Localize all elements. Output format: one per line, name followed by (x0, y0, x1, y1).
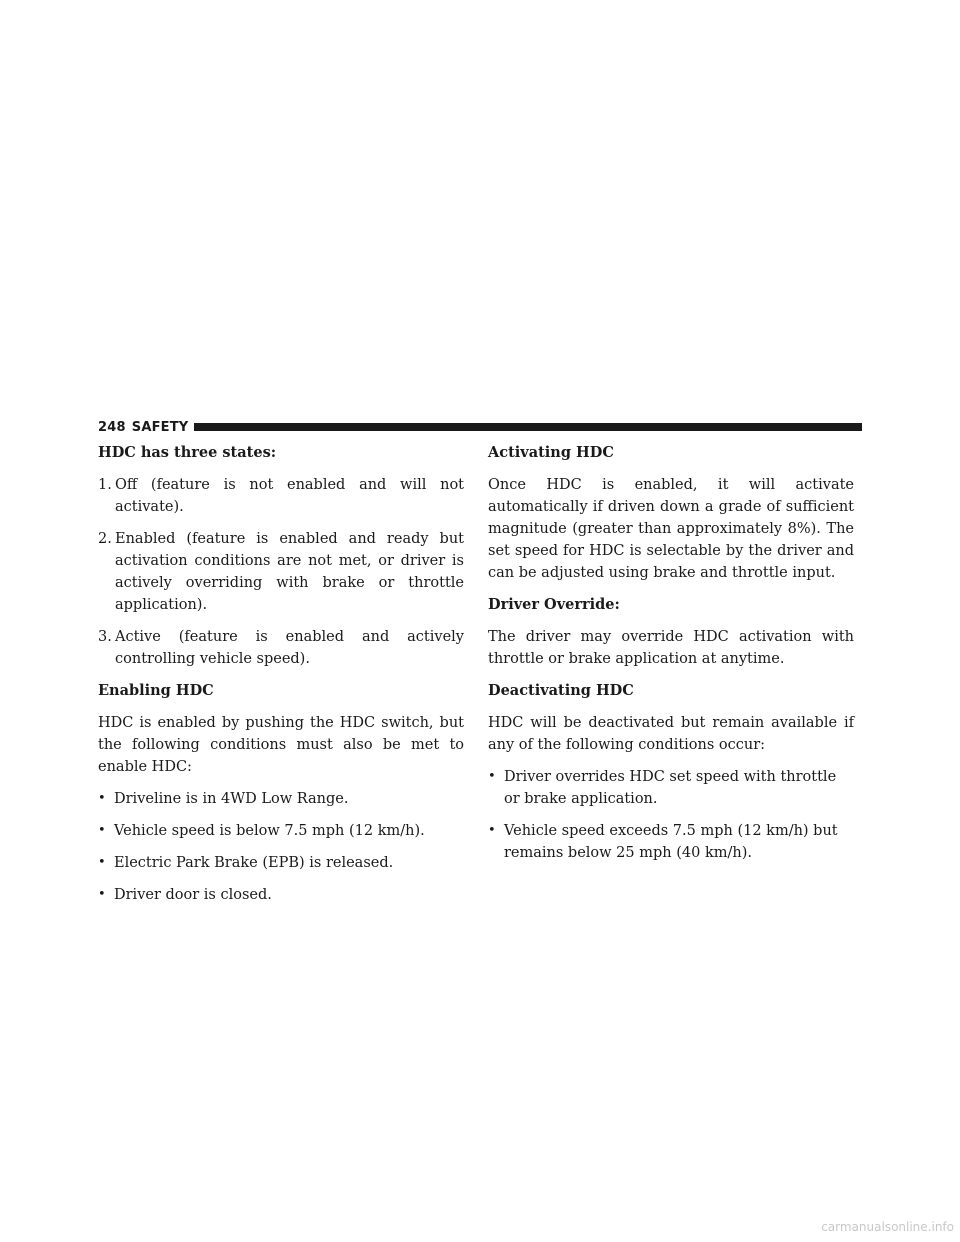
state-number: 1. (98, 477, 112, 493)
activating-paragraph: Once HDC is enabled, it will activate automatically if driven down a grade of sufficient magnitude (greater than approximately 8%). The set speed for HDC is selectable by the driver and can be adjusted using brake and throttle input. (488, 477, 854, 581)
bullet-text: Vehicle speed exceeds 7.5 mph (12 km/h) but remains below 25 mph (40 km/h). (504, 823, 838, 861)
bullet-icon: • (488, 769, 496, 784)
state-number: 3. (98, 629, 112, 645)
bullet-icon: • (98, 855, 106, 870)
enabling-heading: Enabling HDC (98, 682, 214, 699)
bullet-text: Electric Park Brake (EPB) is released. (114, 855, 394, 871)
page-number: 248 (98, 419, 126, 435)
enabling-bullet (98, 852, 464, 874)
bullet-text: Driveline is in 4WD Low Range. (114, 791, 349, 807)
section-title: SAFETY (131, 419, 189, 435)
override-paragraph: The driver may override HDC activation with throttle or brake application at anytime. (488, 629, 854, 667)
activating-heading: Activating HDC (488, 444, 614, 461)
state-item (98, 528, 464, 616)
page-header (98, 419, 862, 435)
deactivating-bullet (488, 820, 854, 864)
bullet-icon: • (488, 823, 496, 838)
state-number: 2. (98, 531, 112, 547)
state-item (98, 626, 464, 670)
right-column (488, 442, 854, 874)
enabling-paragraph: HDC is enabled by pushing the HDC switch, but the following conditions must also be met to enable HDC: (98, 715, 464, 775)
state-text: Off (feature is not enabled and will not activate). (115, 477, 464, 515)
deactivating-heading: Deactivating HDC (488, 682, 634, 699)
bullet-icon: • (98, 791, 106, 806)
bullet-icon: • (98, 823, 106, 838)
enabling-bullet (98, 788, 464, 810)
enabling-bullet (98, 820, 464, 842)
deactivating-paragraph: HDC will be deactivated but remain available if any of the following conditions occur: (488, 715, 854, 753)
states-heading: HDC has three states: (98, 444, 277, 461)
watermark: carmanualsonline.info (821, 1220, 954, 1234)
state-item (98, 474, 464, 518)
bullet-text: Driver door is closed. (114, 887, 272, 903)
header-rule (194, 423, 862, 431)
state-text: Active (feature is enabled and actively controlling vehicle speed). (115, 629, 464, 667)
bullet-icon: • (98, 887, 106, 902)
left-column (98, 442, 464, 916)
bullet-text: Driver overrides HDC set speed with throttle or brake application. (504, 769, 837, 807)
enabling-bullet (98, 884, 464, 906)
deactivating-bullet (488, 766, 854, 810)
bullet-text: Vehicle speed is below 7.5 mph (12 km/h). (114, 823, 425, 839)
state-text: Enabled (feature is enabled and ready but activation conditions are not met, or driver is actively overriding with brake or throttle application). (115, 531, 464, 613)
override-heading: Driver Override: (488, 596, 620, 613)
